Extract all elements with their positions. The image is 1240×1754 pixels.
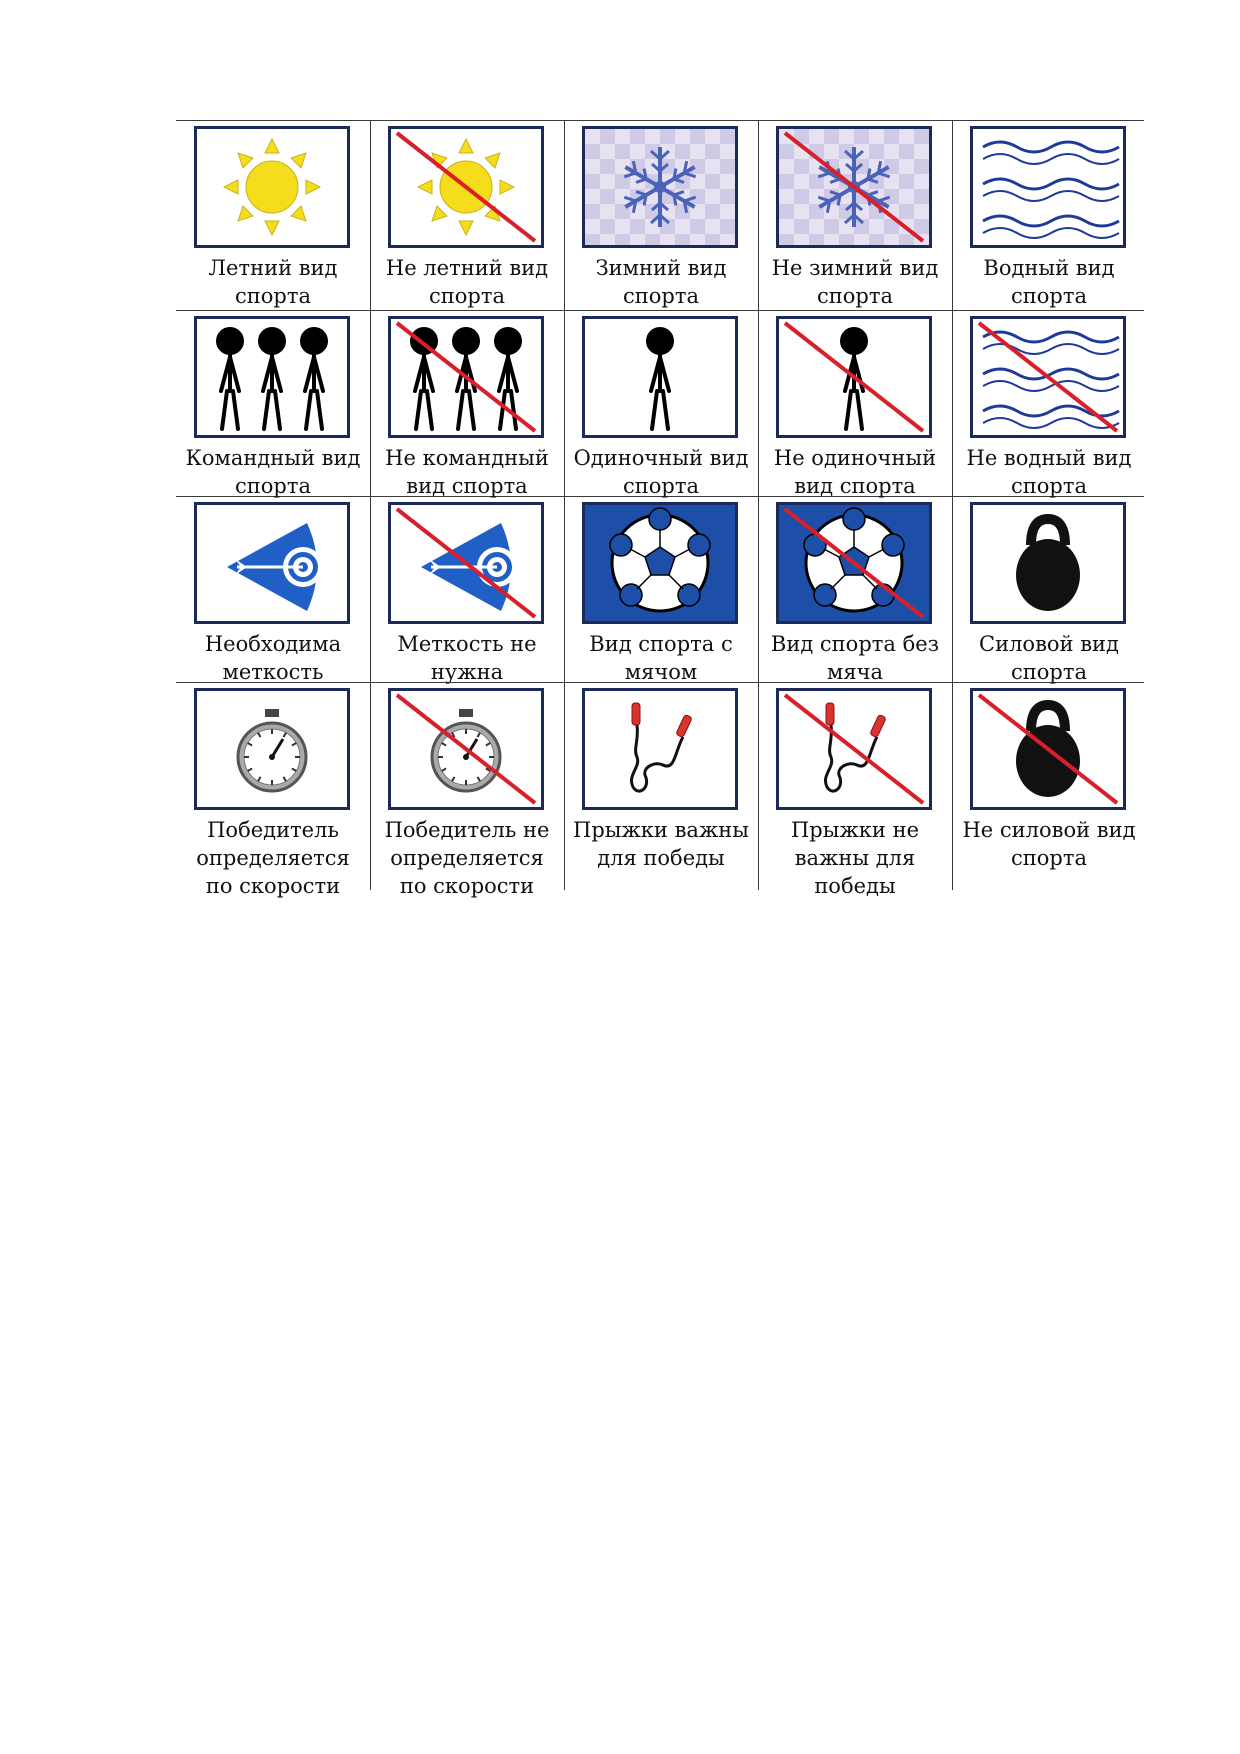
snowflake-icon <box>776 126 932 248</box>
pictogram-label: Не водный вид спорта <box>966 446 1132 498</box>
grid-line <box>176 120 1144 121</box>
grid-line <box>564 120 565 890</box>
pictogram-label: Летний вид спорта <box>208 256 338 308</box>
sun-icon <box>194 126 350 248</box>
pictogram-label: Командный вид спорта <box>185 446 361 498</box>
target-icon <box>388 502 544 624</box>
waves-icon <box>970 126 1126 248</box>
strike-through-mark <box>785 695 923 803</box>
pictogram-label: Не силовой вид спорта <box>962 818 1136 870</box>
stopwatch-icon <box>194 688 350 810</box>
person-icon <box>776 316 932 438</box>
jump-rope-icon <box>582 688 738 810</box>
pictogram-label: Победитель определяется по скорости <box>196 818 350 898</box>
grid-line <box>370 120 371 890</box>
ball-icon <box>582 502 738 624</box>
pictogram-label: Победитель не определяется по скорости <box>384 818 550 898</box>
team-icon <box>388 316 544 438</box>
target-icon <box>194 502 350 624</box>
pictogram-label: Водный вид спорта <box>983 256 1115 308</box>
pictogram-label: Вид спорта с мячом <box>589 632 733 684</box>
strike-through-mark <box>427 391 432 429</box>
ball-icon <box>776 502 932 624</box>
snowflake-icon <box>582 126 738 248</box>
sun-icon <box>388 126 544 248</box>
strike-through-mark <box>857 391 862 429</box>
stopwatch-icon <box>388 688 544 810</box>
kettlebell-icon <box>970 502 1126 624</box>
pictogram-label: Необходима меткость <box>204 632 342 684</box>
pictogram-label: Одиночный вид спорта <box>573 446 749 498</box>
grid-line <box>952 120 953 890</box>
pictogram-label: Вид спорта без мяча <box>770 632 940 684</box>
pictogram-label: Не командный вид спорта <box>385 446 549 498</box>
pictogram-label: Прыжки не важны для победы <box>790 818 919 898</box>
pictogram-label: Не летний вид спорта <box>385 256 549 308</box>
pictogram-label: Прыжки важны для победы <box>573 818 749 870</box>
pictogram-label: Силовой вид спорта <box>979 632 1119 684</box>
waves-icon <box>970 316 1126 438</box>
jump-rope-icon <box>776 688 932 810</box>
pictogram-label: Не зимний вид спорта <box>771 256 939 308</box>
pictogram-label: Зимний вид спорта <box>595 256 727 308</box>
person-icon <box>582 316 738 438</box>
kettlebell-icon <box>970 688 1126 810</box>
pictogram-label: Меткость не нужна <box>397 632 537 684</box>
grid-line <box>758 120 759 890</box>
team-icon <box>194 316 350 438</box>
grid-line <box>176 310 1144 311</box>
pictogram-grid <box>176 120 1144 898</box>
pictogram-label: Не одиночный вид спорта <box>773 446 937 498</box>
